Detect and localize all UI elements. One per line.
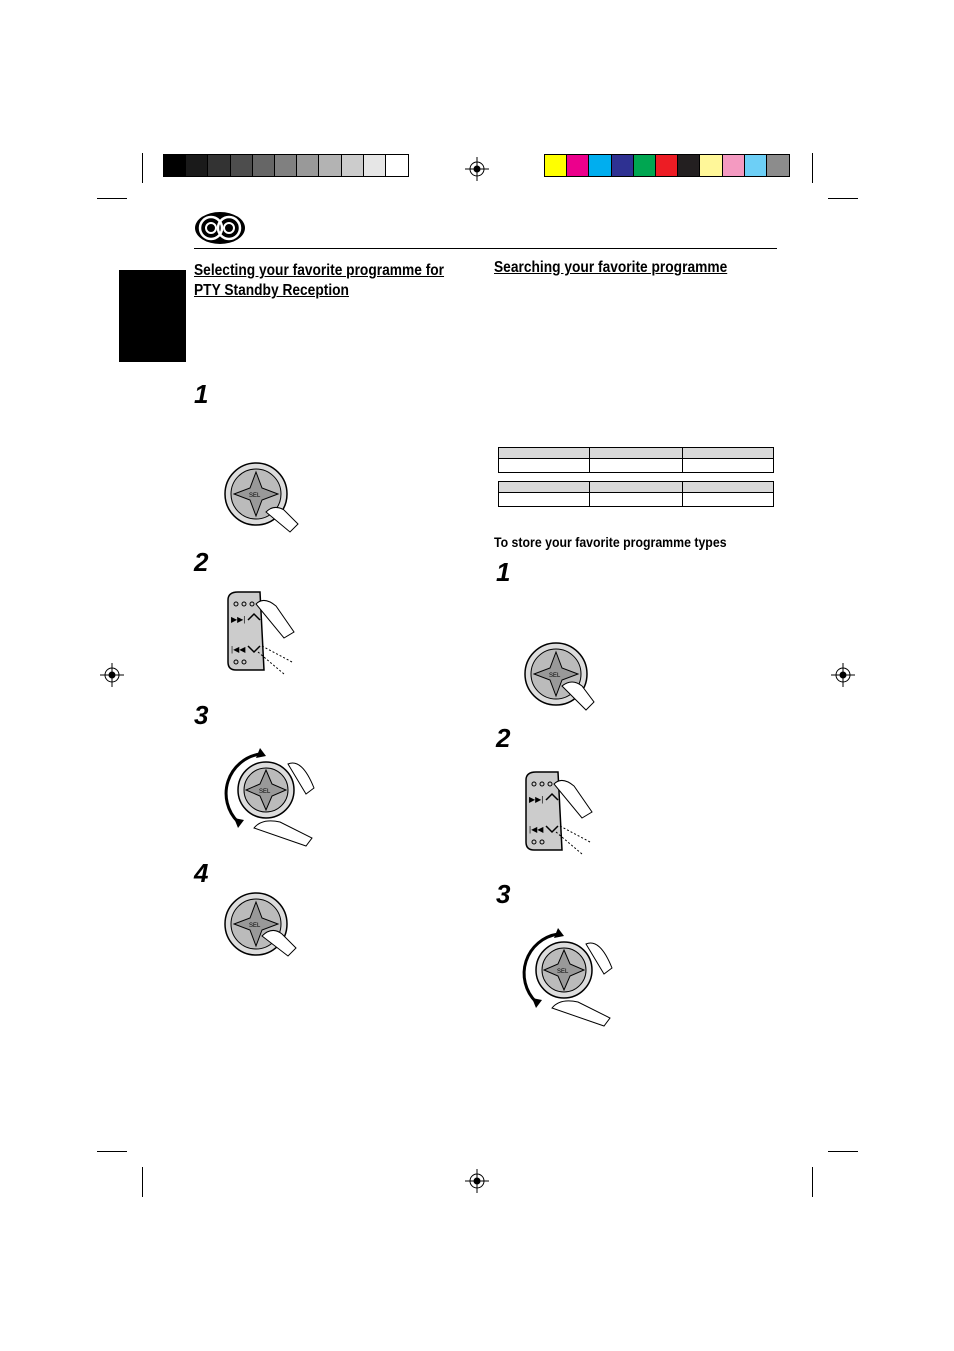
crosshair-target-icon xyxy=(831,663,855,687)
subheading-store-programme-types: To store your favorite programme types xyxy=(494,534,727,550)
color-swatch xyxy=(364,155,386,176)
crop-mark xyxy=(812,1167,813,1197)
crosshair-target-icon xyxy=(100,663,124,687)
color-swatch xyxy=(656,155,678,176)
color-swatch xyxy=(231,155,253,176)
color-swatch xyxy=(545,155,567,176)
crop-mark xyxy=(812,153,813,183)
color-swatch xyxy=(386,155,408,176)
color-swatch xyxy=(745,155,767,176)
up-down-button-panel-icon xyxy=(224,590,304,685)
crop-mark xyxy=(142,153,143,183)
crop-mark xyxy=(828,198,858,199)
knob-label: SEL xyxy=(557,969,569,975)
color-swatch xyxy=(767,155,789,176)
color-swatch xyxy=(297,155,319,176)
step-number: 3 xyxy=(496,879,511,909)
color-swatch xyxy=(342,155,364,176)
knob-label: SEL xyxy=(249,923,261,929)
color-swatch xyxy=(208,155,230,176)
sel-knob-rotate-icon xyxy=(520,928,620,1028)
step-number: 2 xyxy=(194,547,209,577)
step-number: 3 xyxy=(194,700,209,730)
step-number: 2 xyxy=(496,723,511,753)
programme-type-table xyxy=(498,481,774,507)
crop-mark xyxy=(97,1151,127,1152)
up-down-button-panel-icon xyxy=(522,770,602,865)
knob-label: SEL xyxy=(549,673,561,679)
knob-label: SEL xyxy=(249,493,261,499)
color-swatch xyxy=(723,155,745,176)
step-number: 1 xyxy=(496,557,511,587)
color-swatch xyxy=(319,155,341,176)
knob-label: SEL xyxy=(259,789,271,795)
sel-knob-press-icon xyxy=(222,890,302,980)
sel-knob-press-icon xyxy=(222,460,302,550)
crop-mark xyxy=(142,1167,143,1197)
color-swatch xyxy=(612,155,634,176)
color-swatch xyxy=(186,155,208,176)
header-rule xyxy=(194,248,777,249)
color-swatch xyxy=(678,155,700,176)
color-swatch xyxy=(589,155,611,176)
svg-text:|◀◀: |◀◀ xyxy=(231,645,246,654)
sel-knob-rotate-icon xyxy=(222,748,322,848)
color-swatch xyxy=(634,155,656,176)
crop-mark xyxy=(97,198,127,199)
section-heading-search-programme: Searching your favorite programme xyxy=(494,259,728,276)
svg-text:▶▶|: ▶▶| xyxy=(231,615,246,624)
color-swatch xyxy=(164,155,186,176)
color-swatch xyxy=(700,155,722,176)
svg-text:▶▶|: ▶▶| xyxy=(529,795,544,804)
language-side-tab xyxy=(119,270,186,362)
color-swatch xyxy=(567,155,589,176)
programme-type-table xyxy=(498,447,774,473)
crop-mark xyxy=(828,1151,858,1152)
svg-text:|◀◀: |◀◀ xyxy=(529,825,544,834)
color-swatch xyxy=(275,155,297,176)
rds-logo-icon xyxy=(194,211,246,245)
section-heading-pty-standby: Selecting your favorite programme for PTY Standby Reception xyxy=(194,262,445,299)
step-number: 1 xyxy=(194,379,209,409)
crosshair-target-icon xyxy=(465,157,489,181)
step-number: 4 xyxy=(194,858,209,888)
sel-knob-press-icon xyxy=(522,640,602,730)
crosshair-target-icon xyxy=(465,1169,489,1193)
color-swatch xyxy=(253,155,275,176)
